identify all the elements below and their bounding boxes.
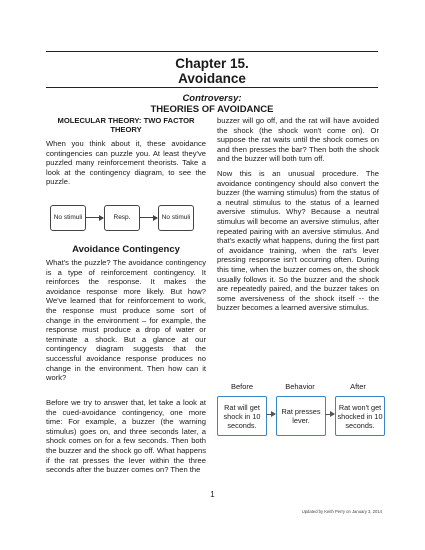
- diagram-box-before: No stimuli: [50, 205, 86, 231]
- left-column-bottom: [46, 398, 206, 480]
- diagram-arrow: [85, 217, 103, 218]
- right-column: [217, 116, 379, 318]
- behavior-label: Behavior: [285, 382, 315, 391]
- puzzle-paragraph: What's the puzzle? The avoidance contingency is a type of reinforcement contingency. It reinforces the response. It makes the avoidance response more likely. But how? We've learned that for reinforcement to work, the response must produce some sort of change in the environment – for example, the response must produce a drop of water or terminate a shock. But a glance at our contingency diagram suggests that the successful avoidance response produces no change in the environment. Then how can it work?: [46, 258, 206, 383]
- unusual-procedure-paragraph: Now this is an unusual procedure. The avoidance contingency should also convert the buzzer (the warning stimulus) from the status of a neutral stimulus to the status of a learned aversive stimulus. Why? Because a neutral stimulus will become an aversive stimulus, after repeated pairing with an aversive stimulus. And that's exactly what happens, during the first part of avoidance training, when the rat's lever pressing response isn't occurring often. During this time, when the buzzer comes on, the shock usually follows it. So the buzzer and the shock are repeatedly paired, and the buzzer takes on some aversiveness of the shock itself -- the buzzer becomes a learned aversive stimulus.: [217, 168, 379, 313]
- before-behavior-after-diagram: [214, 382, 384, 442]
- behavior-box: Rat presses lever.: [276, 396, 326, 436]
- before-box: Rat will get shock in 10 seconds.: [217, 396, 267, 436]
- updated-footer: Updated by Keith Perry on January 3, 2014: [301, 509, 382, 514]
- diagram-box-after: No stimuli: [158, 205, 194, 231]
- molecular-theory-subhead: MOLECULAR THEORY: TWO FACTOR THEORY: [57, 116, 195, 134]
- left-column-middle: [46, 258, 206, 388]
- chapter-number: Chapter 15.: [175, 56, 249, 71]
- diagram-arrow: [139, 217, 157, 218]
- intro-paragraph: When you think about it, these avoidance contingencies can puzzle you. At least they've puzzled many reinforcement theorists. Take a look at the contingency diagram, to see the puzzle.: [46, 139, 206, 187]
- page-number: 1: [210, 490, 215, 499]
- avoidance-contingency-heading: Avoidance Contingency: [72, 244, 180, 255]
- header-bottom-rule: [46, 87, 378, 88]
- chapter-title: Avoidance: [178, 71, 246, 86]
- after-label: After: [350, 382, 366, 391]
- avoidance-contingency-diagram: [46, 200, 206, 238]
- left-column-top: [46, 116, 206, 192]
- before-label: Before: [230, 382, 254, 391]
- chapter-heading: [46, 56, 378, 86]
- cued-avoidance-paragraph: Before we try to answer that, let take a look at the cued-avoidance contingency, one more time: For example, a buzzer (the warning stimulus) goes on, and three seconds later, a shock comes on for a few seconds. Then both the buzzer and the shock go off. What happens if the rat presses the lever within the three seconds after the buzzer comes on? Then the: [46, 398, 206, 475]
- section-title: THEORIES OF AVOIDANCE: [150, 104, 274, 115]
- bba-arrow: [325, 414, 334, 415]
- after-box: Rat won't get shocked in 10 seconds.: [335, 396, 385, 436]
- bba-arrow: [266, 414, 275, 415]
- buzzer-paragraph: buzzer will go off, and the rat will have avoided the shock (the shock won't come on). Or suppose the rat waits until the shock comes on and then presses the bar? Then both the shock and the buzzer will both turn off.: [217, 116, 379, 164]
- controversy-label: Controversy:: [182, 93, 242, 104]
- diagram-box-response: Resp.: [104, 205, 140, 231]
- header-top-rule: [46, 51, 378, 52]
